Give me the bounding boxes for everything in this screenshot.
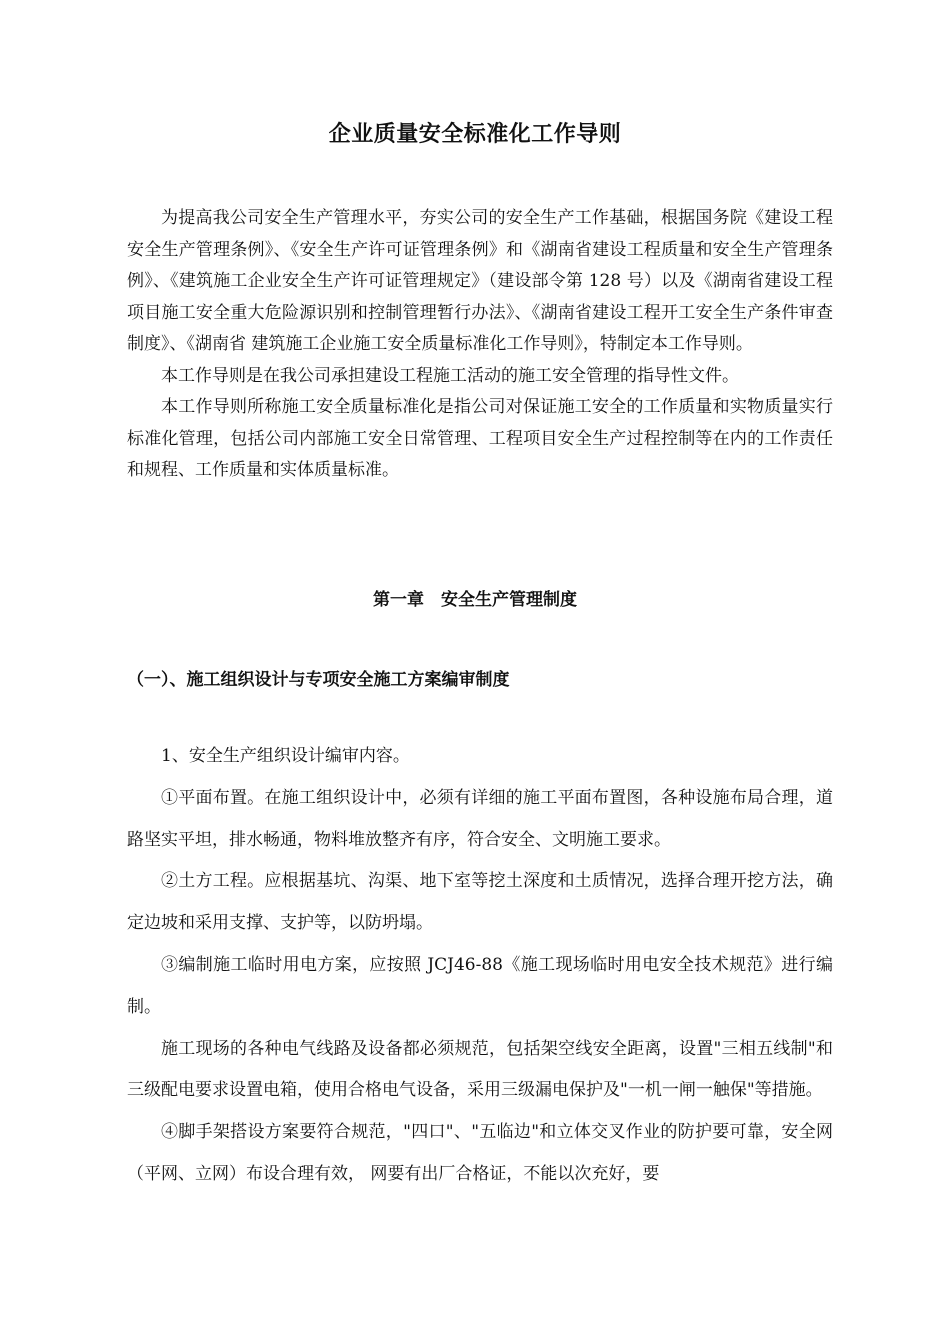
body-paragraph: ①平面布置。在施工组织设计中，必须有详细的施工平面布置图，各种设施布局合理，道路坚实平坦，排水畅通，物料堆放整齐有序，符合安全、文明施工要求。 [127, 787, 833, 850]
intro-paragraph: 本工作导则所称施工安全质量标准化是指公司对保证施工安全的工作质量和实物质量实行标准化管理，包括公司内部施工安全日常管理、工程项目安全生产过程控制等在内的工作责任和规程、工作质量和实体质量标准。 [127, 397, 833, 480]
body-paragraph: ②土方工程。应根据基坑、沟渠、地下室等挖土深度和土质情况，选择合理开挖方法，确定边坡和采用支撑、支护等，以防坍塌。 [127, 871, 833, 934]
intro-paragraph: 为提高我公司安全生产管理水平，夯实公司的安全生产工作基础，根据国务院《建设工程安全生产管理条例》、《安全生产许可证管理条例》和《湖南省建设工程质量和安全生产管理条例》、《建筑施工企业安全生产许可证管理规定》（建设部令第 128 号）以及《湖南省建设工程项目施工安全重大危险源识别和控制管理暂行办法》、《湖南省建设工程开工安全生产条件审查制度》、《湖南省 建筑施工企业施工安全质量标准化工作导则》，特制定本工作导则。 [127, 208, 833, 354]
body-section [127, 736, 833, 1196]
body-paragraph: ④脚手架搭设方案要符合规范，"四口"、"五临边"和立体交叉作业的防护要可靠，安全网（平网、立网）布设合理有效， 网要有出厂合格证，不能以次充好，要 [127, 1122, 833, 1184]
intro-section [127, 203, 833, 487]
document-title: 企业质量安全标准化工作导则 [328, 122, 622, 147]
body-paragraph: 1、安全生产组织设计编审内容。 [161, 746, 410, 766]
intro-paragraph: 本工作导则是在我公司承担建设工程施工活动的施工安全管理的指导性文件。 [161, 365, 739, 386]
section-heading: （一）、施工组织设计与专项安全施工方案编审制度 [127, 670, 510, 690]
body-paragraph: 施工现场的各种电气线路及设备都必须规范，包括架空线安全距离，设置"三相五线制"和三级配电要求设置电箱，使用合格电气设备，采用三级漏电保护及"一机一闸一触保"等措施。 [127, 1038, 833, 1101]
body-paragraph: ③编制施工临时用电方案，应按照 JCJ46-88《施工现场临时用电安全技术规范》进行编制。 [127, 954, 833, 1017]
chapter-heading: 第一章 安全生产管理制度 [373, 590, 577, 610]
